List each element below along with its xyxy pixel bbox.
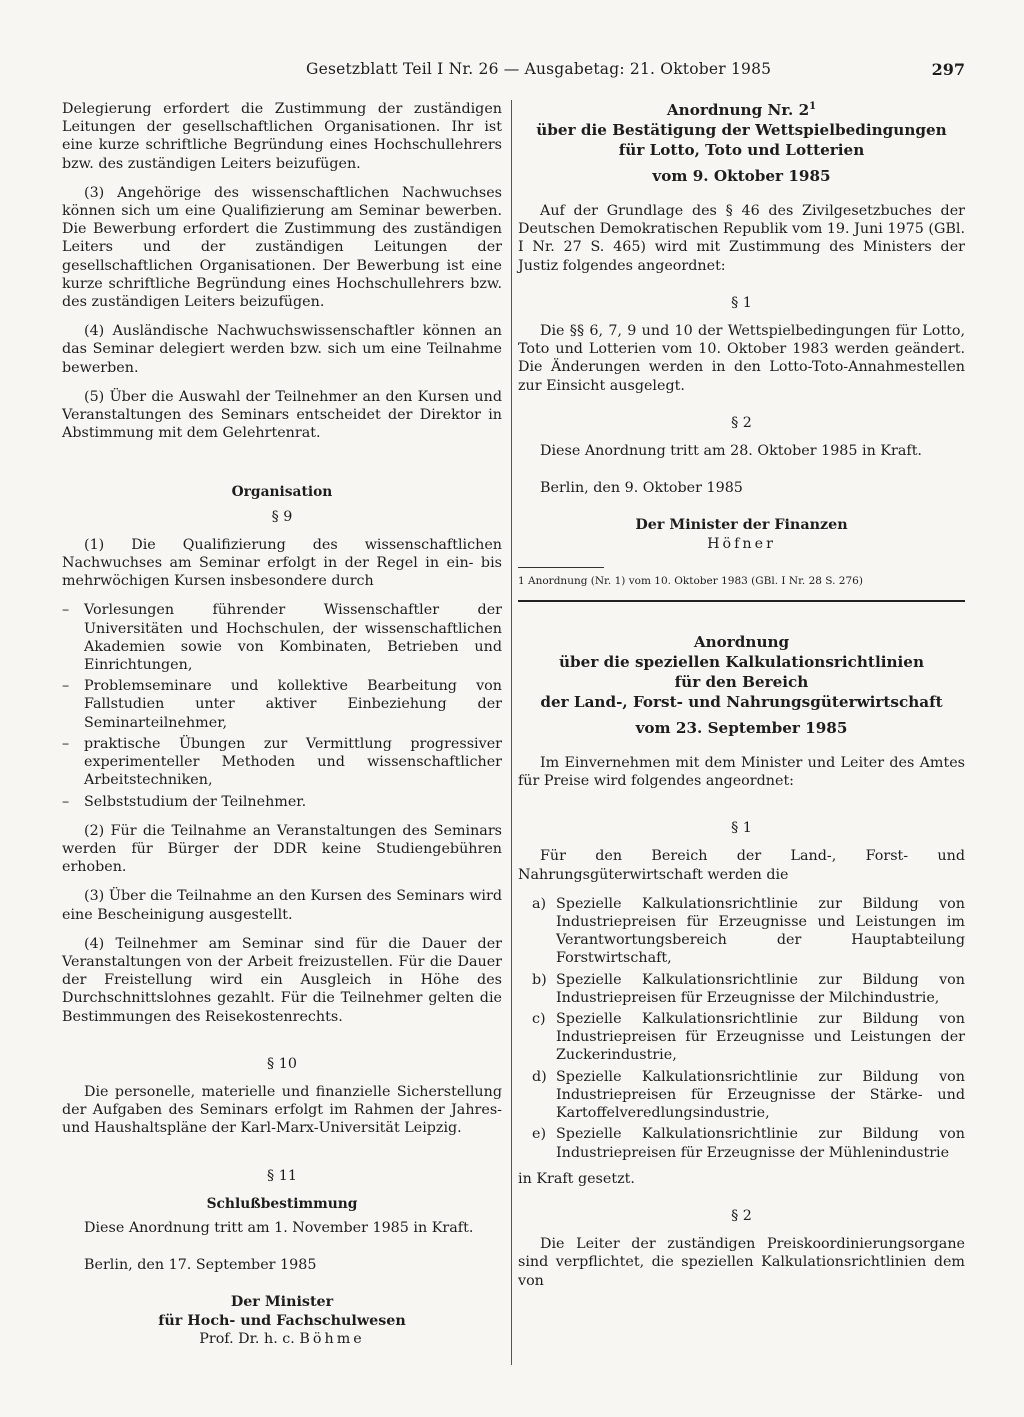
ordinance-1-title-line1: Anordnung Nr. 2 xyxy=(666,101,810,119)
ordinance-1-signature-name: Höfner xyxy=(707,535,776,552)
list-item: b) Spezielle Kalkulationsrichtlinie zur Bildung von Industriepreisen für Erzeugnisse der Milchindustrie, xyxy=(532,971,965,1006)
list-item: – Selbststudium der Teilnehmer. xyxy=(62,793,307,810)
section-10-paragraph: Die personelle, materielle und finanzielle Sicherstellung der Aufgaben des Seminars erfolgt im Rahmen der Jahres- und Haushaltspläne der Karl-Marx-Universität Leipzig. xyxy=(62,1083,502,1137)
ordinance-1-section-2-heading: § 2 xyxy=(731,414,752,431)
ordinance-2-title-line4: der Land-, Forst- und Nahrungsgüterwirtschaft xyxy=(540,692,943,711)
paragraph-delegierung: Delegierung erfordert die Zustimmung der zuständigen Leitungen der gesellschaftlichen Organisationen. Ihr ist eine kurze schriftliche Begründung eines Hochschullehrers bzw. des zuständigen Leiters beizufügen. xyxy=(62,101,502,172)
place-date: Berlin, den 17. September 1985 xyxy=(84,1257,317,1274)
ordinance-2-title xyxy=(518,632,965,738)
ordinance-1-intro: Auf der Grundlage des § 46 des Zivilgesetzbuches der Deutschen Demokratischen Republik vom 19. Juni 1975 (GBl. I Nr. 27 S. 465) wird mit Zustimmung des Ministers der Justiz folgendes angeordnet: xyxy=(518,203,965,274)
ordinance-2-section-1-paragraph: Für den Bereich der Land-, Forst- und Nahrungsgüterwirtschaft werden die xyxy=(518,848,965,883)
ordinance-2-section-1-heading: § 1 xyxy=(731,820,752,837)
list-item: – Vorlesungen führender Wissenschaftler der Universitäten und Hochschulen, der wissenschaftlichen Akademien sowie von Kombinaten, Betrieben und Einrichtungen, xyxy=(62,602,502,674)
ordinance-1-title-line3: für Lotto, Toto und Lotterien xyxy=(618,141,865,159)
section-9-paragraph-3: (3) Über die Teilnahme an den Kursen des Seminars wird eine Bescheinigung ausgestellt. xyxy=(62,888,502,923)
ordinance-1-signature-title: Der Minister der Finanzen xyxy=(635,517,848,534)
heading-schlussbestimmung: Schlußbestimmung xyxy=(206,1195,358,1212)
section-separator xyxy=(518,600,965,602)
paragraph-5-auswahl: (5) Über die Auswahl der Teilnehmer an den Kursen und Veranstaltungen des Seminars entscheidet der Direktor in Abstimmung mit dem Gelehrtenrat. xyxy=(62,388,502,442)
footnote: 1 Anordnung (Nr. 1) vom 10. Oktober 1983 (GBl. I Nr. 28 S. 276) xyxy=(518,574,863,587)
page-header xyxy=(60,60,965,84)
ordinance-2-date: vom 23. September 1985 xyxy=(635,718,848,737)
list-item: e) Spezielle Kalkulationsrichtlinie zur Bildung von Industriepreisen für Erzeugnisse der Mühlenindustrie xyxy=(532,1126,965,1161)
dash-bullet: – xyxy=(62,735,70,752)
ordinance-2-title-line1: Anordnung xyxy=(693,632,790,651)
dash-bullet: – xyxy=(62,602,70,619)
list-item: – Problemseminare und kollektive Bearbeitung von Fallstudien unter aktiver Einbeziehung der Seminarteilnehmer, xyxy=(62,678,502,731)
signature-title: Der Minister xyxy=(230,1294,334,1311)
paragraph-3-bewerbung: (3) Angehörige des wissenschaftlichen Nachwuchses können sich um eine Qualifizierung am Seminar bewerben. Die Bewerbung erfordert die Zustimmung des zuständigen Leiters und der zuständigen Leitungen der gesellschaftlichen Organisationen. Der Bewerbung ist eine kurze schriftliche Begründung eines Hochschullehrers bzw. des zuständigen Leiters beizufügen. xyxy=(62,184,502,311)
footnote-rule xyxy=(518,567,604,568)
dash-bullet: – xyxy=(62,678,70,695)
section-9-heading: § 9 xyxy=(271,508,293,525)
ordinance-2-section-2-paragraph: Die Leiter der zuständigen Preiskoordinierungsorgane sind verpflichtet, die speziellen Kalkulationsrichtlinien dem von xyxy=(518,1236,965,1289)
signature-ministry: für Hoch- und Fachschulwesen xyxy=(158,1312,406,1329)
ordinance-1-section-2-paragraph: Diese Anordnung tritt am 28. Oktober 1985 in Kraft. xyxy=(540,443,922,460)
left-column xyxy=(62,100,502,1397)
page-number: 297 xyxy=(931,60,965,79)
dash-bullet: – xyxy=(62,793,70,810)
guideline-list xyxy=(518,895,965,1162)
column-divider xyxy=(511,100,512,1365)
signature-name xyxy=(62,1330,502,1348)
signature-surname: Böhme xyxy=(299,1330,365,1347)
section-11-heading: § 11 xyxy=(267,1167,297,1184)
list-item: – praktische Übungen zur Vermittlung progressiver experimenteller Methoden und wissenschaftlicher Arbeitstechniken, xyxy=(62,735,502,789)
section-11-paragraph: Diese Anordnung tritt am 1. November 1985 in Kraft. xyxy=(84,1219,474,1236)
list-item: a) Spezielle Kalkulationsrichtlinie zur Bildung von Industriepreisen für Erzeugnisse und Leistungen im Verantwortungsbereich der Hauptabteilung Forstwirtschaft, xyxy=(532,895,965,967)
section-10-heading: § 10 xyxy=(267,1055,297,1072)
ordinance-1-section-1-heading: § 1 xyxy=(731,294,752,311)
footnote-ref: 1 xyxy=(809,100,817,112)
paragraph-4-auslaendische: (4) Ausländische Nachwuchswissenschaftler können an das Seminar delegiert werden bzw. sich um eine Teilnahme bewerben. xyxy=(62,323,502,376)
ordinance-2-title-line3: für den Bereich xyxy=(674,672,809,691)
right-column xyxy=(518,100,965,1397)
section-9-paragraph-1: (1) Die Qualifizierung des wissenschaftlichen Nachwuchses am Seminar erfolgt in der Regel in ein- bis mehrwöchigen Kursen insbesondere durch xyxy=(62,536,502,590)
ordinance-2-title-line2: über die speziellen Kalkulationsrichtlinien xyxy=(559,652,924,671)
ordinance-1-title xyxy=(518,100,965,186)
section-9-paragraph-2: (2) Für die Teilnahme an Veranstaltungen des Seminars werden für Bürger der DDR keine Studiengebühren erhoben. xyxy=(62,822,502,876)
section-9-list xyxy=(62,601,502,810)
ordinance-2-intro: Im Einvernehmen mit dem Minister und Leiter des Amtes für Preise wird folgendes angeordnet: xyxy=(518,754,965,790)
heading-organisation: Organisation xyxy=(231,484,333,501)
ordinance-2-section-2-heading: § 2 xyxy=(731,1207,752,1224)
list-item: d) Spezielle Kalkulationsrichtlinie zur Bildung von Industriepreisen für Erzeugnisse der Stärke- und Kartoffelveredlungsindustrie, xyxy=(532,1068,965,1122)
list-item: c) Spezielle Kalkulationsrichtlinie zur Bildung von Industriepreisen für Erzeugnisse und Leistungen der Zuckerindustrie, xyxy=(532,1011,965,1064)
ordinance-1-title-line2: über die Bestätigung der Wettspielbedingungen xyxy=(536,121,947,139)
ordinance-1-place-date: Berlin, den 9. Oktober 1985 xyxy=(540,480,743,497)
in-kraft-gesetzt: in Kraft gesetzt. xyxy=(518,1170,635,1187)
gazette-title: Gesetzblatt Teil I Nr. 26 — Ausgabetag: 21. Oktober 1985 xyxy=(306,60,772,78)
section-9-paragraph-4: (4) Teilnehmer am Seminar sind für die Dauer der Veranstaltungen von der Arbeit freizustellen. Für die Dauer der Freistellung wird ein Ausgleich in Höhe des Durchschnittslohnes gezahlt. Für die Teilnehmer gelten die Bestimmungen des Reisekostenrechts. xyxy=(62,935,502,1025)
ordinance-1-date: vom 9. Oktober 1985 xyxy=(652,167,831,185)
ordinance-1-section-1-paragraph: Die §§ 6, 7, 9 und 10 der Wettspielbedingungen für Lotto, Toto und Lotterien vom 10. Oktober 1983 werden geändert. Die Änderungen werden in den Lotto-Toto-Annahmestellen zur Einsicht ausgelegt. xyxy=(518,323,965,394)
signature-name-prefix: Prof. Dr. h. c. xyxy=(199,1330,295,1347)
